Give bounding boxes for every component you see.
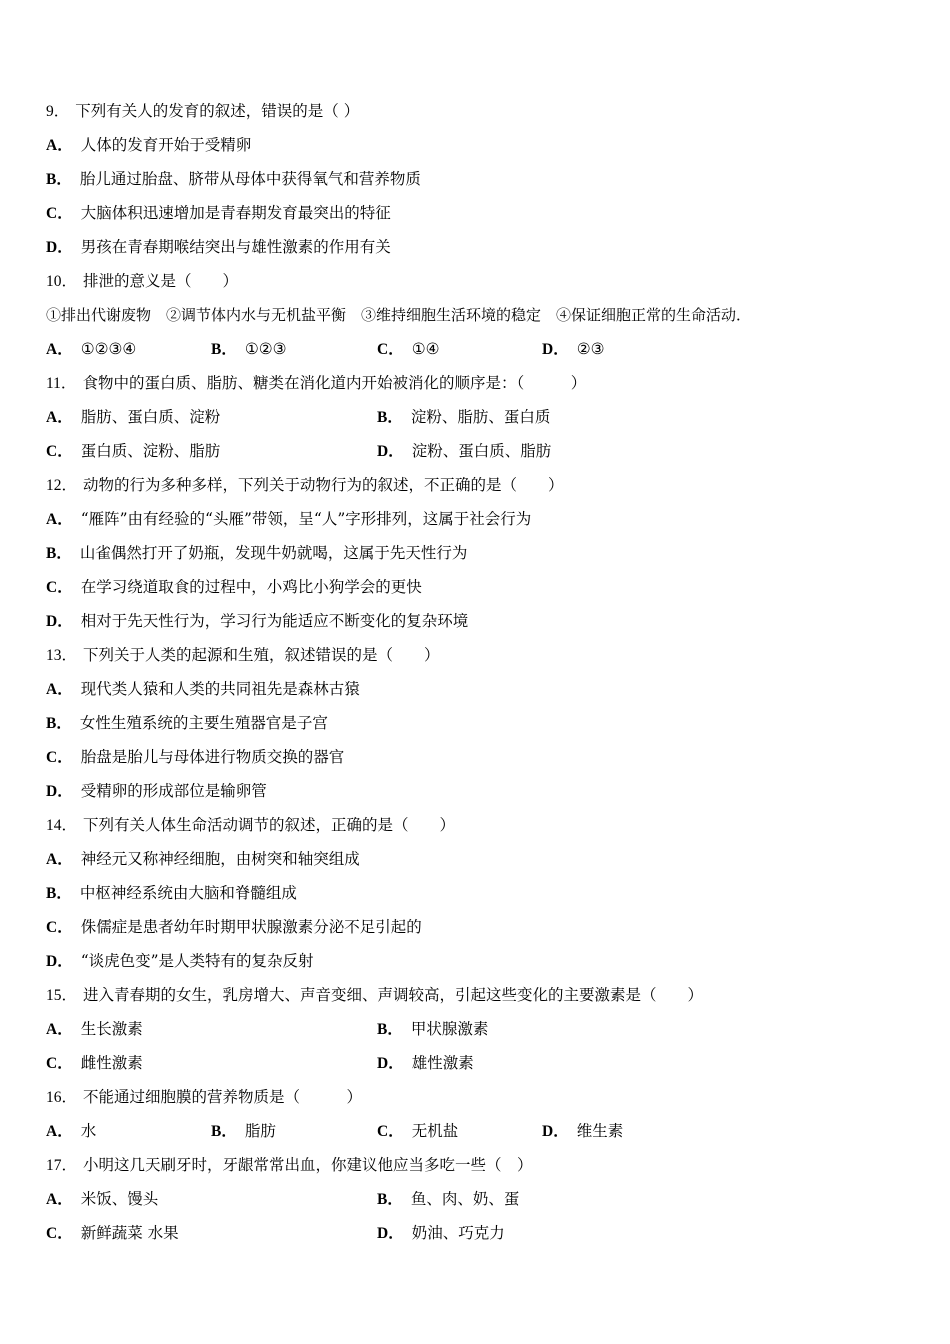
question-13-stem	[46, 643, 440, 667]
option-letter: B．	[46, 885, 72, 902]
question-number: 10．	[46, 273, 78, 290]
question-text: 下列有关人体生命活动调节的叙述，正确的是（ ）	[83, 816, 456, 834]
question-number: 17．	[46, 1157, 78, 1174]
question-text: 排泄的意义是（ ）	[83, 272, 239, 290]
question-16-option-a	[46, 1119, 96, 1143]
question-9-option-b	[46, 167, 421, 191]
option-text: 相对于先天性行为，学习行为能适应不断变化的复杂环境	[80, 612, 469, 630]
question-number: 11．	[46, 375, 77, 392]
question-10-option-d	[542, 337, 605, 361]
option-letter: C．	[46, 579, 73, 596]
option-letter: D．	[46, 613, 73, 630]
question-text: 小明这几天刷牙时，牙龈常常出血，你建议他应当多吃一些（ ）	[83, 1156, 533, 1174]
question-13-option-a	[46, 677, 360, 701]
option-text: 雌性激素	[80, 1054, 143, 1072]
question-12-option-c	[46, 575, 422, 599]
question-11-stem	[46, 371, 586, 395]
option-letter: A．	[46, 1123, 73, 1140]
option-letter: A．	[46, 137, 73, 154]
question-text: 动物的行为多种多样，下列关于动物行为的叙述，不正确的是（ ）	[83, 476, 564, 494]
option-text: ①④	[411, 340, 440, 358]
question-14-option-d	[46, 949, 314, 973]
option-text: 奶油、巧克力	[411, 1224, 505, 1242]
question-number: 15．	[46, 987, 78, 1004]
option-letter: A．	[46, 851, 73, 868]
question-number: 9．	[46, 103, 70, 120]
option-text: 胎盘是胎儿与母体进行物质交换的器官	[80, 748, 345, 766]
question-17-option-b	[377, 1187, 519, 1211]
option-text: 甲状腺激素	[410, 1020, 489, 1038]
option-letter: B．	[46, 715, 72, 732]
question-10-stem	[46, 269, 238, 293]
question-9-option-d	[46, 235, 391, 259]
option-text: 淀粉、脂肪、蛋白质	[410, 408, 551, 426]
option-text: ①②③④	[80, 340, 137, 358]
option-text: 神经元又称神经细胞，由树突和轴突组成	[80, 850, 360, 868]
question-17-option-c	[46, 1221, 179, 1245]
question-9-option-a	[46, 133, 251, 157]
question-number: 14．	[46, 817, 78, 834]
option-text: 淀粉、蛋白质、脂肪	[411, 442, 552, 460]
question-text: 进入青春期的女生，乳房增大、声音变细、声调较高，引起这些变化的主要激素是（ ）	[83, 986, 704, 1004]
question-11-option-b	[377, 405, 550, 429]
question-15-stem	[46, 983, 703, 1007]
option-letter: A．	[46, 409, 73, 426]
option-letter: A．	[46, 511, 73, 528]
question-15-option-b	[377, 1017, 488, 1041]
option-text: 鱼、肉、奶、蛋	[410, 1190, 520, 1208]
option-text: 侏儒症是患者幼年时期甲状腺激素分泌不足引起的	[80, 918, 422, 936]
question-13-option-b	[46, 711, 328, 735]
question-11-option-a	[46, 405, 220, 429]
question-16-option-d	[542, 1119, 623, 1143]
option-letter: D．	[46, 953, 73, 970]
option-letter: D．	[46, 783, 73, 800]
option-text: 大脑体积迅速增加是青春期发育最突出的特征	[80, 204, 391, 222]
option-letter: B．	[46, 545, 72, 562]
question-text: 下列关于人类的起源和生殖，叙述错误的是（ ）	[83, 646, 440, 664]
option-text: 雄性激素	[411, 1054, 474, 1072]
option-text: “谈虎色变”是人类特有的复杂反射	[80, 952, 314, 970]
option-letter: C．	[46, 919, 73, 936]
question-16-option-c	[377, 1119, 458, 1143]
question-17-option-d	[377, 1221, 505, 1245]
question-14-option-a	[46, 847, 360, 871]
option-text: 米饭、馒头	[80, 1190, 159, 1208]
question-10-option-c	[377, 337, 440, 361]
option-letter: C．	[46, 205, 73, 222]
option-letter: A．	[46, 1191, 73, 1208]
option-text: 受精卵的形成部位是输卵管	[80, 782, 267, 800]
option-text: 女性生殖系统的主要生殖器官是子宫	[79, 714, 328, 732]
question-number: 13．	[46, 647, 78, 664]
option-letter: D．	[377, 1055, 404, 1072]
option-text: 无机盐	[411, 1122, 459, 1140]
option-letter: D．	[377, 1225, 404, 1242]
option-letter: B．	[211, 1123, 237, 1140]
question-number: 12．	[46, 477, 78, 494]
question-16-stem	[46, 1085, 362, 1109]
option-text: 蛋白质、淀粉、脂肪	[80, 442, 221, 460]
option-letter: C．	[46, 749, 73, 766]
question-17-stem	[46, 1153, 533, 1177]
question-text: 下列有关人的发育的叙述，错误的是（ ）	[75, 102, 360, 120]
question-14-option-b	[46, 881, 297, 905]
question-13-option-c	[46, 745, 344, 769]
option-letter: D．	[377, 443, 404, 460]
option-letter: B．	[211, 341, 237, 358]
option-text: 胎儿通过胎盘、脐带从母体中获得氧气和营养物质	[79, 170, 421, 188]
option-text: “雁阵”由有经验的“头雁”带领，呈“人”字形排列，这属于社会行为	[80, 510, 532, 528]
question-text: 不能通过细胞膜的营养物质是（ ）	[83, 1088, 363, 1106]
option-letter: B．	[377, 1191, 403, 1208]
question-9-stem	[46, 99, 359, 123]
question-12-option-d	[46, 609, 468, 633]
option-text: 水	[80, 1122, 97, 1140]
option-letter: A．	[46, 1021, 73, 1038]
question-12-stem	[46, 473, 564, 497]
question-14-stem	[46, 813, 455, 837]
option-letter: A．	[46, 681, 73, 698]
option-letter: D．	[542, 341, 569, 358]
option-letter: D．	[46, 239, 73, 256]
option-text: ②③	[576, 340, 605, 358]
option-text: 山雀偶然打开了奶瓶，发现牛奶就喝，这属于先天性行为	[79, 544, 468, 562]
option-text: 维生素	[576, 1122, 624, 1140]
question-16-option-b	[211, 1119, 276, 1143]
option-text: 人体的发育开始于受精卵	[80, 136, 252, 154]
option-text: 在学习绕道取食的过程中，小鸡比小狗学会的更快	[80, 578, 422, 596]
option-text: 现代类人猿和人类的共同祖先是森林古猿	[80, 680, 360, 698]
question-15-option-d	[377, 1051, 474, 1075]
option-text: 中枢神经系统由大脑和脊髓组成	[79, 884, 297, 902]
option-letter: A．	[46, 341, 73, 358]
option-letter: B．	[377, 409, 403, 426]
option-letter: C．	[46, 1225, 73, 1242]
question-text: 食物中的蛋白质、脂肪、糖类在消化道内开始被消化的顺序是：（ ）	[82, 374, 587, 392]
option-text: 生长激素	[80, 1020, 143, 1038]
question-12-option-a	[46, 507, 531, 531]
question-10-statements: ①排出代谢废物 ②调节体内水与无机盐平衡 ③维持细胞生活环境的稳定 ④保证细胞正常的生命活动．	[46, 306, 752, 324]
option-letter: C．	[46, 1055, 73, 1072]
question-15-option-a	[46, 1017, 143, 1041]
option-letter: C．	[377, 341, 404, 358]
question-17-option-a	[46, 1187, 158, 1211]
option-letter: C．	[46, 443, 73, 460]
question-11-option-c	[46, 439, 220, 463]
option-letter: B．	[377, 1021, 403, 1038]
option-text: 脂肪、蛋白质、淀粉	[80, 408, 221, 426]
question-number: 16．	[46, 1089, 78, 1106]
option-text: 脂肪	[244, 1122, 276, 1140]
question-11-option-d	[377, 439, 551, 463]
option-letter: C．	[377, 1123, 404, 1140]
option-letter: D．	[542, 1123, 569, 1140]
question-15-option-c	[46, 1051, 143, 1075]
option-text: 男孩在青春期喉结突出与雄性激素的作用有关	[80, 238, 391, 256]
option-letter: B．	[46, 171, 72, 188]
question-14-option-c	[46, 915, 422, 939]
question-13-option-d	[46, 779, 267, 803]
question-12-option-b	[46, 541, 467, 565]
question-10-option-b	[211, 337, 287, 361]
question-10-option-a	[46, 337, 136, 361]
option-text: ①②③	[244, 340, 287, 358]
option-text: 新鲜蔬菜 水果	[80, 1224, 179, 1242]
question-9-option-c	[46, 201, 391, 225]
